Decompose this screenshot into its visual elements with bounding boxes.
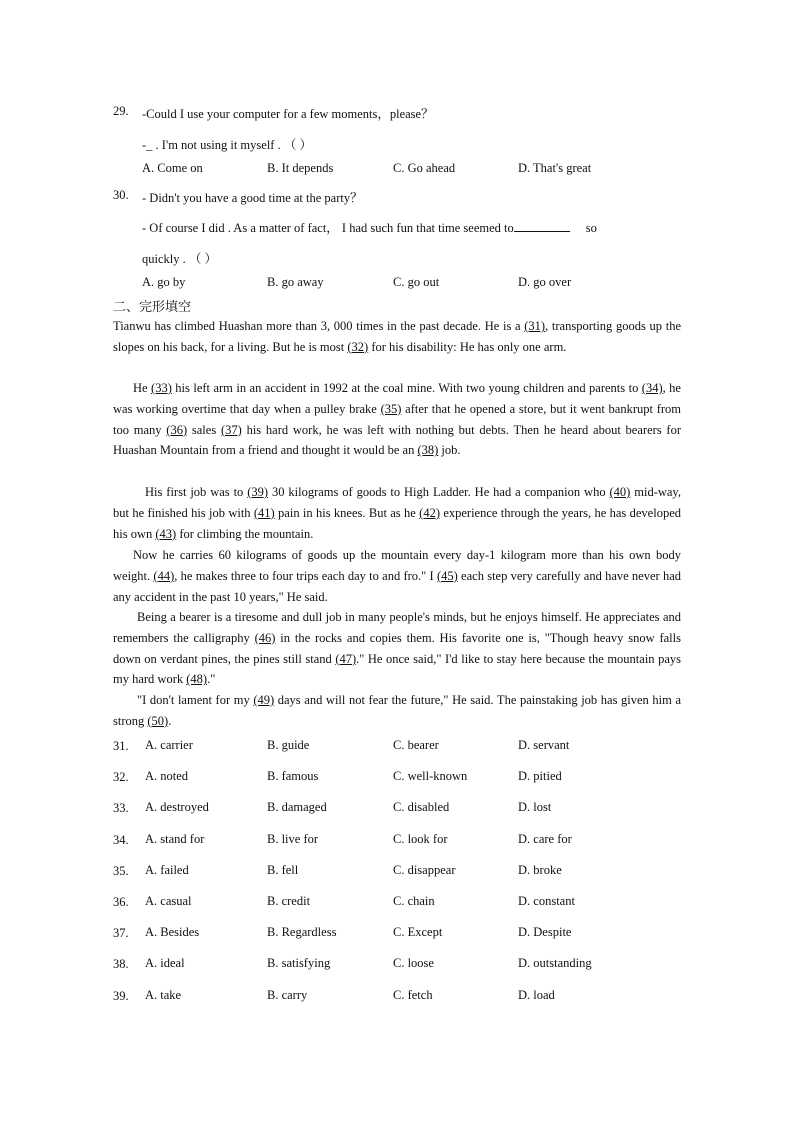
blank-39[interactable]: (39): [247, 485, 269, 499]
option-b[interactable]: B. credit: [267, 894, 311, 908]
option-c: C. Go ahead: [393, 161, 456, 175]
choice-number: 31.: [113, 739, 129, 753]
question-prompt: - Didn't you have a good time at the party？: [142, 191, 363, 205]
question-number: 29.: [113, 104, 129, 118]
option-a[interactable]: A. noted: [145, 769, 189, 783]
option-c[interactable]: C. look for: [393, 832, 448, 846]
question-reply-line1: [142, 218, 597, 236]
passage-text: Tianwu has climbed Huashan more than 3, 000 times in the past decade. He is a: [113, 319, 525, 333]
option-d[interactable]: D. lost: [518, 800, 552, 814]
option-d: D. go over: [518, 275, 572, 289]
passage-text: .": [207, 672, 216, 687]
passage-text: He: [133, 381, 152, 395]
option-d: D. That's great: [518, 161, 592, 175]
passage-text: his hard work, he was left with nothing but debts. Then he heard about bearers for Huashan Mountain from a friend and thought it would be an: [113, 422, 681, 458]
passage-text: "I don't lament for my: [137, 693, 254, 707]
passage-text: His first job was to: [145, 485, 248, 499]
passage-text: , he makes three to four trips each day to and fro." I: [174, 568, 437, 583]
option-c[interactable]: C. well-known: [393, 769, 468, 783]
passage-text: experience through the years, he has developed his own: [113, 505, 681, 541]
blank-50[interactable]: (50): [147, 713, 169, 728]
option-d[interactable]: D. broke: [518, 863, 562, 877]
option-c[interactable]: C. chain: [393, 894, 435, 908]
option-c[interactable]: C. bearer: [393, 738, 439, 752]
option-a[interactable]: A. destroyed: [145, 800, 209, 814]
choice-number: 34.: [113, 833, 129, 847]
option-a[interactable]: A. stand for: [145, 832, 205, 846]
choice-number: 33.: [113, 801, 129, 815]
passage-text: Now he carries 60 kilograms of goods up the mountain every day-1 kilogram more than his own body weight.: [113, 548, 681, 583]
passage-text: for his disability: He has only one arm.: [368, 339, 567, 354]
option-c[interactable]: C. disabled: [393, 800, 450, 814]
option-a[interactable]: A. take: [145, 988, 182, 1002]
option-d[interactable]: D. Despite: [518, 925, 572, 939]
passage-text: , transporting goods up the slopes on his back, for a living. But he is most: [113, 319, 681, 354]
blank-34[interactable]: (34): [641, 381, 663, 395]
passage-text: his left arm in an accident in 1992 at the coal mine. With two young children and parents to: [171, 381, 642, 395]
choice-number: 32.: [113, 770, 129, 784]
blank-44[interactable]: (44): [153, 568, 175, 583]
option-b[interactable]: B. fell: [267, 863, 299, 877]
question-reply-line2: quickly . （ ）: [142, 252, 217, 266]
blank-33[interactable]: (33): [151, 381, 172, 395]
blank-40[interactable]: (40): [609, 485, 631, 499]
option-d[interactable]: D. pitied: [518, 769, 562, 783]
passage-text: job.: [438, 443, 461, 458]
passage-text: .: [168, 713, 172, 728]
option-a: A. Come on: [142, 161, 203, 175]
passage-paragraph-5: [113, 607, 681, 690]
blank-35[interactable]: (35): [380, 401, 402, 416]
passage-paragraph-6: [113, 690, 681, 732]
passage-paragraph-1: [113, 316, 681, 358]
passage-text: days and will not fear the future," He said. The painstaking job has given him a strong: [113, 693, 682, 728]
blank-48[interactable]: (48): [186, 672, 208, 687]
option-b[interactable]: B. carry: [267, 988, 308, 1002]
option-d[interactable]: D. servant: [518, 738, 570, 752]
option-d[interactable]: D. care for: [518, 832, 572, 846]
blank-46[interactable]: (46): [254, 630, 276, 645]
option-d[interactable]: D. constant: [518, 894, 575, 908]
choice-number: 37.: [113, 926, 129, 940]
passage-text: , he was working overtime that day when a pulley brake: [113, 381, 681, 416]
option-b[interactable]: B. damaged: [267, 800, 327, 814]
blank-37[interactable]: (37): [220, 422, 242, 437]
option-a: A. go by: [142, 275, 186, 289]
passage-text: 30 kilograms of goods to High Ladder. He had a companion who: [268, 485, 610, 499]
blank-32[interactable]: (32): [347, 339, 369, 354]
choice-number: 35.: [113, 864, 129, 878]
option-c[interactable]: C. fetch: [393, 988, 433, 1002]
option-b[interactable]: B. live for: [267, 832, 319, 846]
option-a[interactable]: A. failed: [145, 863, 189, 877]
passage-text: in the rocks and copies them. His favorite one is, "Though heavy snow falls down on verdant pines, the pines still stand: [113, 630, 681, 666]
question-reply-end: so: [585, 221, 597, 235]
blank-41[interactable]: (41): [253, 505, 275, 520]
blank-38[interactable]: (38): [417, 443, 439, 458]
question-number: 30.: [113, 188, 129, 202]
option-b[interactable]: B. famous: [267, 769, 319, 783]
blank-49[interactable]: (49): [253, 693, 275, 707]
option-c[interactable]: C. disappear: [393, 863, 456, 877]
option-b[interactable]: B. Regardless: [267, 925, 337, 939]
option-a[interactable]: A. Besides: [145, 925, 200, 939]
question-prompt: -Could I use your computer for a few moments，please？: [142, 107, 434, 121]
option-a[interactable]: A. ideal: [145, 956, 185, 970]
blank-36[interactable]: (36): [166, 422, 188, 437]
blank-42[interactable]: (42): [419, 505, 440, 520]
passage-text: mid-way, but he finished his job with: [113, 485, 681, 520]
blank-31[interactable]: (31): [524, 319, 546, 333]
option-b[interactable]: B. guide: [267, 738, 310, 752]
passage-text: ." He once said," I'd like to stay here because the mountain pays my hard work: [113, 651, 681, 687]
option-d[interactable]: D. load: [518, 988, 555, 1002]
passage-text: Being a bearer is a tiresome and dull job in many people's minds, but he enjoys himself. He appreciates and remembers the calligraphy: [113, 610, 681, 645]
passage-paragraph-2: [113, 378, 681, 461]
option-b[interactable]: B. satisfying: [267, 956, 331, 970]
passage-paragraph-4: [113, 545, 681, 607]
blank-45[interactable]: (45): [436, 568, 458, 583]
choice-number: 38.: [113, 957, 129, 971]
choice-number: 39.: [113, 989, 129, 1003]
passage-paragraph-3: [113, 482, 681, 544]
blank-43[interactable]: (43): [155, 526, 177, 541]
passage-text: for climbing the mountain.: [176, 526, 314, 541]
option-d[interactable]: D. outstanding: [518, 956, 592, 970]
question-reply: -_ . I'm not using it myself . （ ）: [142, 138, 312, 152]
passage-text: each step very carefully and have never had any accident in the past 10 years," He said.: [113, 568, 682, 604]
option-b: B. go away: [267, 275, 324, 289]
option-a[interactable]: A. casual: [145, 894, 192, 908]
choice-number: 36.: [113, 895, 129, 909]
option-c: C. go out: [393, 275, 440, 289]
passage-text: after that he opened a store, but it went bankrupt from too many: [113, 401, 681, 437]
passage-text: sales: [187, 422, 221, 437]
option-c[interactable]: C. Except: [393, 925, 443, 939]
answer-blank[interactable]: [514, 220, 570, 232]
passage-text: pain in his knees. But as he: [274, 505, 420, 520]
blank-47[interactable]: (47): [335, 651, 357, 666]
option-c[interactable]: C. loose: [393, 956, 434, 970]
option-a[interactable]: A. carrier: [145, 738, 193, 752]
option-b: B. It depends: [267, 161, 334, 175]
section-heading: 二、完形填空: [113, 300, 192, 315]
question-reply: - Of course I did . As a matter of fact， I had such fun that time seemed to: [142, 221, 514, 235]
